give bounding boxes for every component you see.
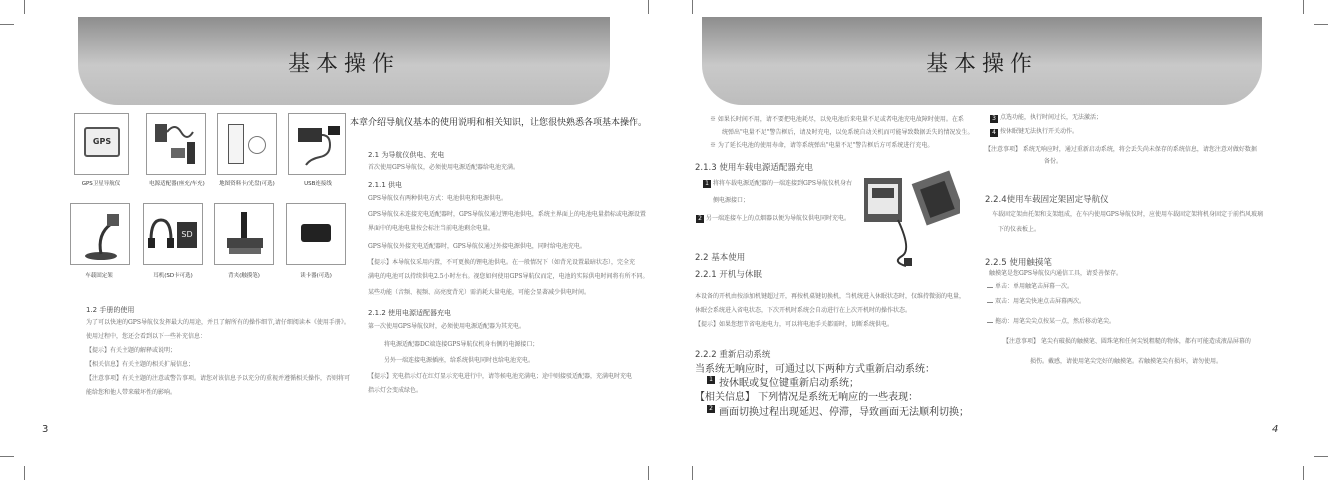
body-line: 另外一端连接电源插座，给系统供电同时也给电池充电。: [384, 357, 535, 364]
list-dash: [987, 302, 993, 303]
car-mount-icon: [75, 208, 127, 262]
accessory-label: 车载固定架: [85, 273, 113, 279]
accessory-label: 背夹(触摸笔): [228, 273, 260, 279]
body-line: 使用过程中，您还会看到以下一些补充信息：: [86, 333, 207, 340]
body-line: 触摸笔是您GPS导航仪内通信工具，请妥善保存。: [989, 270, 1122, 277]
subsection-title-2-2-1: 2.2.1 开机与休眠: [695, 270, 762, 280]
accessory-label: USB连接线: [304, 181, 332, 187]
body-line: 【相关信息】有关主题的相关扩展信息；: [86, 361, 195, 368]
crop-mark: [1314, 24, 1328, 25]
body-line: 界面中的电池电量按会标注当前电池剩余电量。: [368, 225, 495, 232]
body-line: 【提示】有关主题的解释或说明；: [86, 347, 177, 354]
accessory-label: 耳机(SD卡可选): [153, 273, 193, 279]
list-item: 拖动：用笔尖尖点按某一点，然后移动笔尖。: [995, 318, 1116, 325]
crop-mark: [692, 466, 693, 480]
body-line-large: 画面切换过程出现延迟、停滞，导致画面无法顺利切换；: [719, 407, 969, 418]
intro-text: 本章介绍导航仪基本的使用说明和相关知识，让您很快熟悉各项基本操作。: [350, 118, 648, 128]
card-reader-image: [301, 224, 331, 242]
number-badge-1: 1: [703, 180, 711, 188]
accessory-label: 地图资料卡/光盘(可选): [219, 181, 275, 187]
body-line: 另一端连接车上的点烟器以便为导航仪供电同时充电。: [706, 215, 851, 222]
accessory-card-reader: [286, 203, 346, 265]
left-banner-title: 基本操作: [287, 52, 400, 77]
crop-mark: [24, 0, 25, 14]
note-line: 损伤。戴感，请使用笔尖完好的触摸笔。若触摸笔尖有损坏，请勿使用。: [1030, 358, 1223, 365]
list-dash: [987, 287, 993, 288]
body-line: GPS导航仪外接充电适配器时，GPS导航仪通过外接电源供电，同时给电池充电。: [368, 243, 586, 250]
accessory-power-adapter: [146, 113, 206, 175]
accessory-label: GPS卫星导航仪: [81, 181, 121, 187]
list-item: 双击：用笔尖快速点击屏幕两次。: [995, 298, 1086, 305]
body-line: 满电的电池可以持续供电2.5小时左右。视您如何使用GPS导航仪而定，电池的实际供电时间将有所不同。: [368, 273, 649, 280]
number-badge-2: 2: [707, 405, 715, 413]
body-line: 【提示】如果您想节省电池电力，可以将电池手关都需时，切断系统供电。: [695, 321, 894, 328]
number-badge-3: 3: [990, 115, 998, 123]
crop-mark: [1303, 466, 1304, 480]
number-badge-4: 4: [990, 129, 998, 137]
body-line: 按休眠键无法执行开关动作。: [1000, 128, 1079, 135]
body-line: 侧电源接口；: [713, 197, 750, 204]
crop-mark: [692, 0, 693, 14]
note-line: ※ 为了延长电池的使用寿命，请等系统弹出"电量不足"警告框后方可系统进行充电。: [710, 142, 934, 149]
body-line: 某些功能（音频、视频、高亮度背光）需消耗大量电能，可能会显著减少供电时间。: [368, 289, 591, 296]
accessory-gps-device: [74, 113, 129, 175]
body-line: 指示灯会变成绿色。: [368, 387, 423, 394]
accessory-usb-cable: [288, 113, 346, 175]
body-line: 点选功能，执行时间过长，无法激活；: [1000, 114, 1103, 121]
body-line: 将将车载电源适配器的一端连接到GPS导航仪机身右: [713, 180, 852, 187]
body-line: GPS导航仪有两种供电方式：电池供电和电源供电。: [368, 195, 507, 202]
note-line: 【注意事项】 系统无响应时，通过重新启动系统，将会丢失尚未保存的系统信息，请您注意对做好数据: [985, 146, 1257, 153]
list-dash: [987, 322, 993, 323]
body-line: 下的仪表板上。: [998, 226, 1041, 233]
note-line: ※ 如果长时间不用，请不要把电池耗尽，以免电池后来电量不足或者电池充电故障时使用。在系: [710, 116, 964, 123]
body-line-large: 【相关信息】 下列情况是系统无响应的一些表现：: [695, 392, 919, 403]
subsection-title: 2.1.1 供电: [368, 181, 403, 189]
section-title-2-2-2: 2.2.2 重新启动系统: [695, 350, 771, 360]
body-line: 【提示】充电指示灯在红灯显示充电进行中，请等候电池充满电；途中则接驳适配器，充满电时充电: [368, 373, 633, 380]
car-charger-illustration: [858, 162, 960, 268]
note-line: 【注意事项】 笔尖有破损的触摸笔、圆珠笔和任何尖锐粗糙的物体，都有可能造成液晶屏幕的: [1003, 338, 1251, 345]
body-line: 本设备的开机由按添加机键超过开，再按机桌键切换机，当机统进入休眠状态时，仅维持微弱的电量，: [695, 293, 966, 300]
body-line: 【提示】本导航仪采用内置，不可更换的锂电池供电。在一般情况下（如背光设置最暗状态），完全充: [368, 259, 636, 266]
left-banner: [78, 17, 610, 105]
section-title-2-1: 2.1 为导航仪供电、充电: [368, 151, 445, 159]
body-line: 第一次使用GPS导航仪时，必须使用电源适配器为其充电。: [368, 323, 525, 330]
right-banner: [702, 17, 1262, 105]
section-title-1-2: 1.2 手册的使用: [86, 306, 135, 314]
power-adapter-icon: [151, 118, 203, 172]
body-line: 【注意事项】有关主题的注意或警告事项。请您对该信息予以充分的重视并遵循相关操作，否则将可: [86, 375, 351, 382]
accessory-label: 电源适配器(座充/车充): [149, 181, 205, 187]
accessory-map-card: [217, 113, 277, 175]
headphone-icon: [146, 216, 176, 252]
sd-card-image: SD: [177, 222, 197, 248]
map-booklet-image: [228, 124, 244, 164]
crop-mark: [1303, 0, 1304, 14]
body-line: 休眠会系统进入省电状态，下次开机时系统会自动进行在上次开机时的操作状态。: [695, 307, 912, 314]
crop-mark: [0, 24, 14, 25]
body-line: 将电源适配器DC端连接GPS导航仪机身右侧的电源接口；: [384, 341, 539, 348]
number-badge-1: 1: [707, 376, 715, 384]
body-line-large: 当系统无响应时，可通过以下两种方式重新启动系统：: [695, 364, 935, 375]
section-title-2-2-5: 2.2.5 使用触摸笔: [985, 258, 1052, 268]
body-line: 车载固定架由托架和支架组成，在车内使用GPS导航仪时，应使用车载固定架将机身固定于前挡风玻璃: [992, 211, 1263, 218]
body-line-large: 按休眠或复位键重新启动系统；: [719, 378, 859, 389]
body-line: 首次使用GPS导航仪，必须使用电源适配器给电池充满。: [368, 164, 519, 171]
body-line: GPS导航仪未连接充电适配器时，GPS导航仪通过锂电池供电，系统主界面上的电池电量指标或电源设置: [368, 211, 646, 218]
body-line: 为了可以快速的GPS导航仪发挥最大的用途，并且了解所有的操作细节,请仔细阅读本《使用手册》。: [86, 319, 350, 326]
crop-mark: [648, 466, 649, 480]
section-title-2-2-4: 2.2.4使用车载固定架固定导航仪: [985, 195, 1109, 205]
accessory-label: 读卡器(可选): [300, 273, 332, 279]
note-line: 统弹出"电量不足"警告框后，请及时充电，以免系统自动关机而可能导致数据丢失的情况发生。: [722, 129, 974, 136]
gps-screen-text: GPS: [92, 137, 112, 146]
stylus-holder-icon: [219, 208, 271, 262]
left-page-number: 3: [42, 424, 49, 435]
crop-mark: [0, 456, 14, 457]
body-line: 能给您和他人带来破坏性的影响。: [86, 389, 177, 396]
list-item: 单击：单用触笔击屏幕一次。: [995, 283, 1074, 290]
accessory-car-mount: [70, 203, 130, 265]
disc-image: [248, 136, 266, 154]
accessory-earphone: [143, 203, 203, 265]
section-title-2-2: 2.2 基本使用: [695, 253, 746, 263]
crop-mark: [24, 466, 25, 480]
gps-device-image: [84, 127, 120, 157]
accessory-stylus-holder: [214, 203, 274, 265]
usb-cable-icon: [292, 122, 344, 168]
section-title-2-1-3: 2.1.3 使用车载电源适配器充电: [695, 163, 813, 173]
crop-mark: [1314, 456, 1328, 457]
right-page-number: 4: [1272, 424, 1279, 435]
note-line: 备份。: [1044, 158, 1063, 165]
number-badge-2: 2: [696, 215, 704, 223]
crop-mark: [648, 0, 649, 14]
right-banner-title: 基本操作: [925, 52, 1038, 77]
section-title-2-1-2: 2.1.2 使用电源适配器充电: [368, 309, 452, 317]
